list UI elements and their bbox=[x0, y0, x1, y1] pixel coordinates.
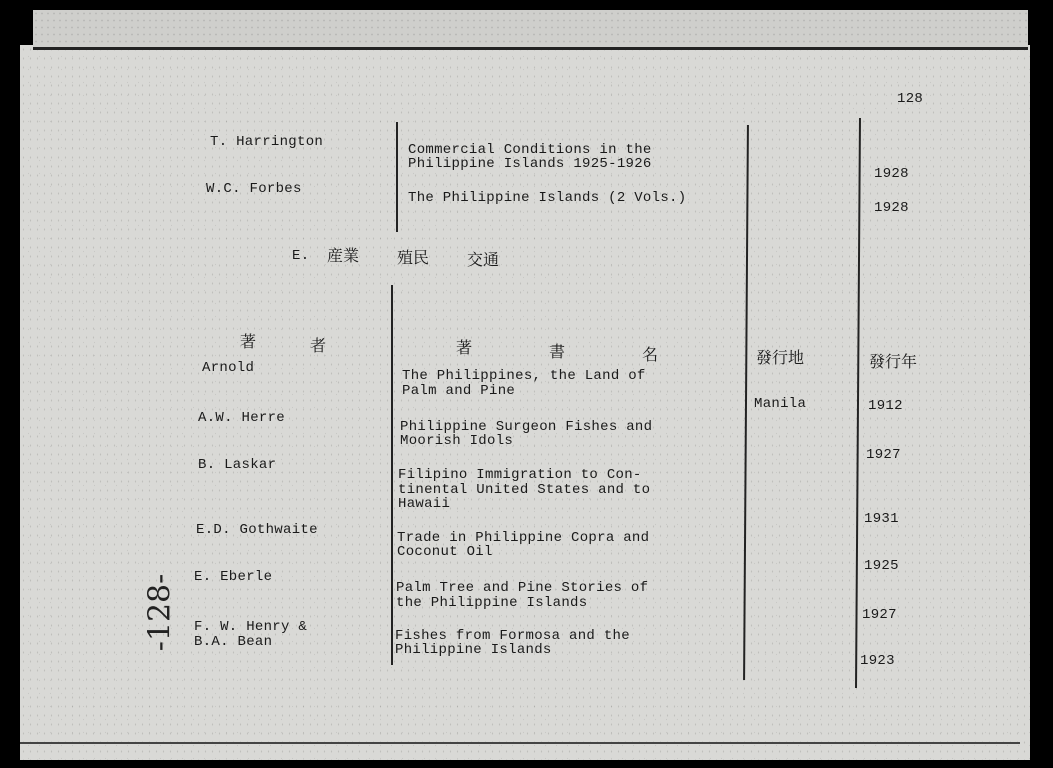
title-line: Moorish Idols bbox=[400, 433, 514, 449]
title-line: Trade in Philippine Copra and bbox=[397, 530, 650, 546]
section-word-colonization: 殖民 bbox=[397, 248, 430, 267]
year-henry-bean: 1923 bbox=[860, 653, 895, 669]
page-number: 128 bbox=[897, 91, 924, 107]
header-title-char-1: 著 bbox=[456, 338, 473, 357]
author-laskar: B. Laskar bbox=[198, 457, 277, 473]
year-herre: 1927 bbox=[866, 447, 901, 463]
section-word-transport: 交通 bbox=[467, 250, 500, 269]
handwritten-margin-number: -128- bbox=[142, 573, 178, 652]
title-line: Coconut Oil bbox=[397, 544, 493, 560]
header-author-char-2: 者 bbox=[310, 336, 327, 355]
section-word-industry: 産業 bbox=[327, 246, 360, 265]
place-arnold: Manila bbox=[754, 396, 807, 412]
title-line: the Philippine Islands bbox=[396, 595, 588, 611]
title-line: Philippine Surgeon Fishes and bbox=[400, 419, 653, 435]
year-harrington: 1928 bbox=[874, 166, 909, 182]
header-author-char-1: 著 bbox=[240, 332, 257, 351]
title-line: Commercial Conditions in the bbox=[408, 142, 652, 158]
title-line: Hawaii bbox=[398, 496, 451, 512]
title-line: Palm and Pine bbox=[402, 383, 516, 399]
title-line: The Philippines, the Land of bbox=[402, 368, 646, 384]
title-line: The Philippine Islands (2 Vols.) bbox=[408, 190, 687, 206]
year-gothwaite: 1925 bbox=[864, 558, 899, 574]
header-year: 發行年 bbox=[869, 352, 918, 371]
fold-line bbox=[33, 47, 1028, 50]
author-forbes: W.C. Forbes bbox=[206, 181, 302, 197]
section-letter: E. bbox=[292, 248, 310, 264]
author-henry-bean-line-2: B.A. Bean bbox=[194, 634, 273, 650]
author-eberle: E. Eberle bbox=[194, 569, 273, 585]
top-fold-strip bbox=[33, 10, 1028, 50]
author-arnold: Arnold bbox=[202, 360, 255, 376]
column-rule-title bbox=[391, 285, 393, 665]
title-line: Philippine Islands bbox=[395, 642, 552, 658]
column-rule-top-left bbox=[396, 122, 398, 232]
year-laskar: 1931 bbox=[864, 511, 899, 527]
author-herre: A.W. Herre bbox=[198, 410, 286, 426]
author-harrington: T. Harrington bbox=[210, 134, 324, 150]
author-gothwaite: E.D. Gothwaite bbox=[196, 522, 318, 538]
header-title-char-2: 書 bbox=[549, 342, 566, 361]
year-eberle: 1927 bbox=[862, 607, 897, 623]
header-title-char-3: 名 bbox=[642, 345, 659, 364]
title-line: tinental United States and to bbox=[398, 482, 651, 498]
header-place: 發行地 bbox=[756, 348, 805, 367]
title-line: Philippine Islands 1925-1926 bbox=[408, 156, 652, 172]
title-line: Palm Tree and Pine Stories of bbox=[396, 580, 649, 596]
title-line: Filipino Immigration to Con- bbox=[398, 467, 642, 483]
title-line: Fishes from Formosa and the bbox=[395, 628, 630, 644]
bottom-edge-line bbox=[20, 742, 1020, 744]
author-henry-bean: F. W. Henry & bbox=[194, 619, 308, 635]
year-arnold: 1912 bbox=[868, 398, 903, 414]
year-forbes: 1928 bbox=[874, 200, 909, 216]
